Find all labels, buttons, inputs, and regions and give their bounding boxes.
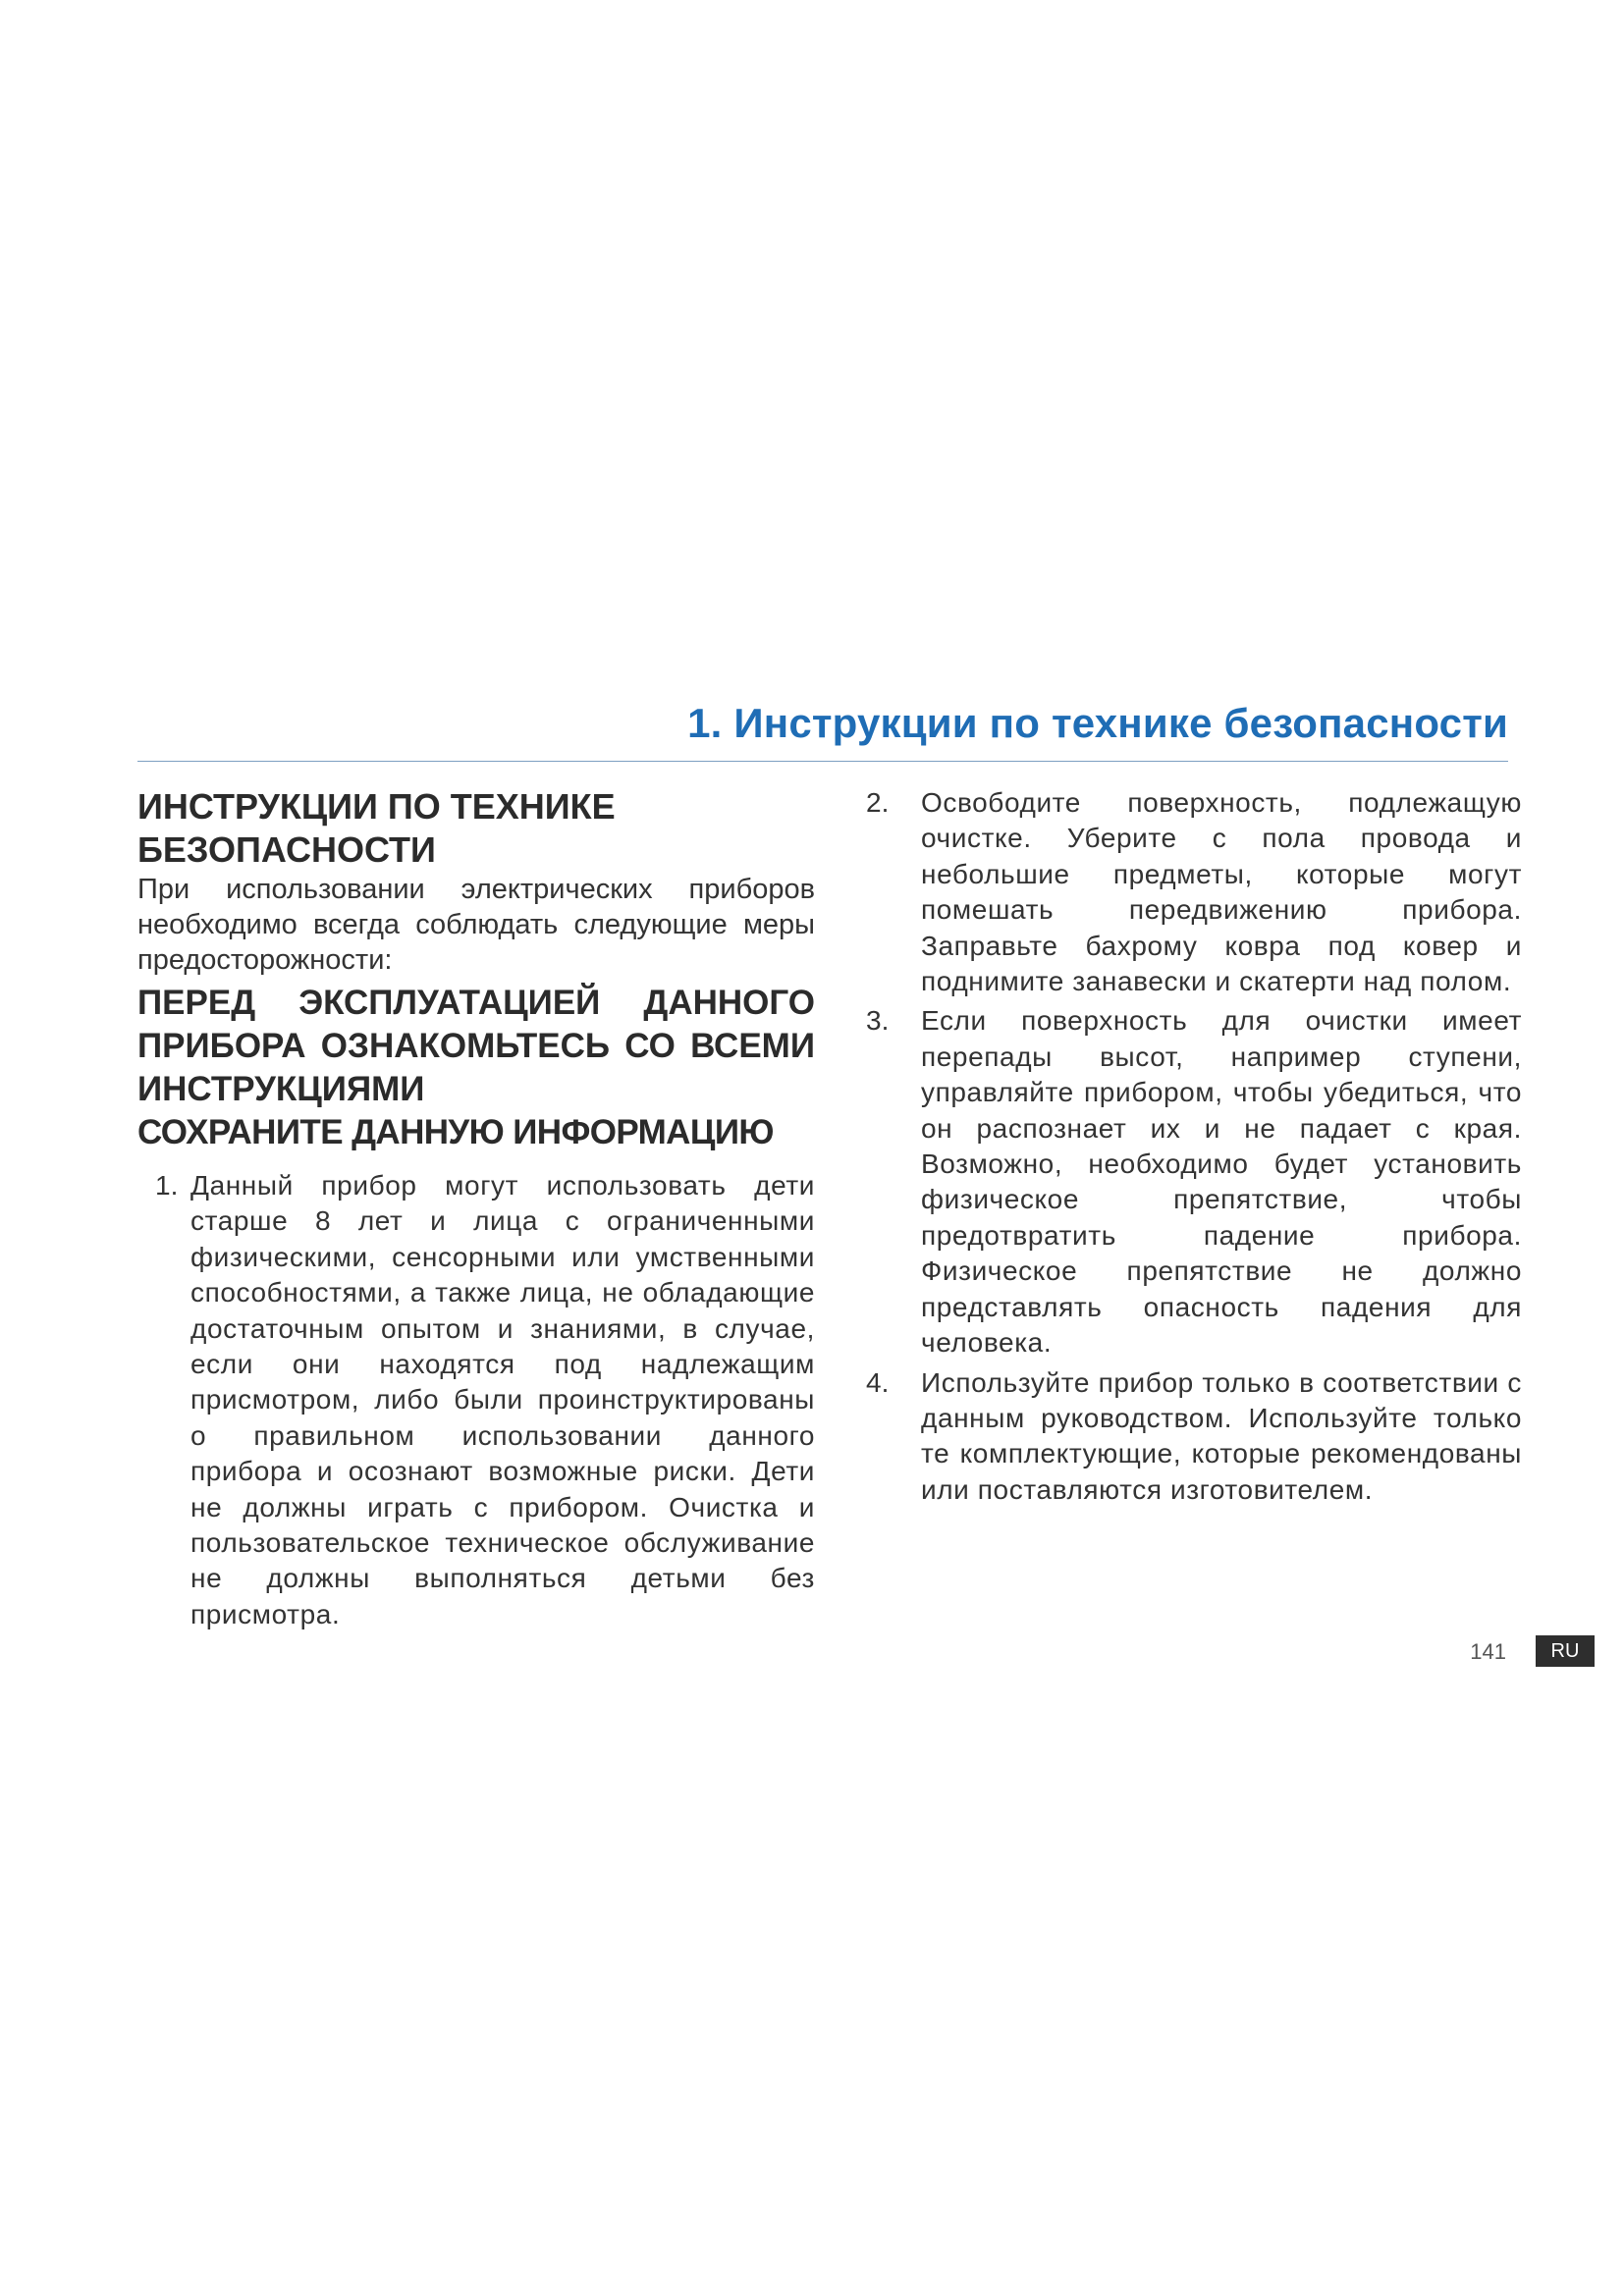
item-number: 4. [866, 1366, 890, 1398]
item-text: Освободите поверхность, подлежащую очистке. Уберите с пола провода и небольшие предметы, которые могут помешать передвижению прибора. Заправьте бахрому ковра под ковер и поднимите занавески и скатерти над полом. [921, 787, 1522, 997]
instruction-item-4 [866, 1365, 1522, 1509]
left-column [137, 785, 815, 1636]
page-footer [0, 1635, 1624, 1675]
language-badge: RU [1536, 1635, 1595, 1667]
item-text: Данный прибор могут использовать дети старше 8 лет и лица с ограниченными физическими, сенсорными или умственными способностями, а также лица, не обладающие достаточным опытом и знаниями, в случае, если они находятся под надлежащим присмотром, либо были проинструктированы о правильном использовании данного прибора и осознают возможные риски. Дети не должны играть с прибором. Очистка и пользовательское техническое обслуживание не должны выполняться детьми без присмотра. [190, 1170, 815, 1629]
page-header [137, 692, 1508, 762]
intro-paragraph: При использовании электрических приборов необходимо всегда соблюдать следующие меры предосторожности: [137, 874, 815, 976]
instruction-item-3 [866, 1003, 1522, 1361]
item-number: 2. [866, 787, 890, 818]
instruction-item-2 [866, 785, 1522, 999]
item-number: 1. [155, 1170, 179, 1201]
instruction-item-1 [157, 1168, 815, 1632]
item-text: Если поверхность для очистки имеет перепады высот, например ступени, управляйте прибором, чтобы убедиться, что он распознает их и не падает с края. Возможно, необходимо будет установить физическое препятствие, чтобы предотвратить падение прибора. Физическое препятствие не должно представлять опасность падения для человека. [921, 1005, 1522, 1359]
instruction-list-left [137, 1168, 815, 1632]
warning-read-instructions: ПЕРЕД ЭКСПЛУАТАЦИЕЙ ДАННОГО ПРИБОРА ОЗНАКОМЬТЕСЬ СО ВСЕМИ ИНСТРУКЦИЯМИ [137, 984, 815, 1108]
safety-heading: ИНСТРУКЦИИ ПО ТЕХНИКЕ БЕЗОПАСНОСТИ [137, 786, 616, 870]
right-column [866, 785, 1522, 1512]
item-number: 3. [866, 1005, 890, 1037]
page-number: 141 [1470, 1639, 1506, 1664]
item-text: Используйте прибор только в соответствии с данным руководством. Используйте только те комплектующие, которые рекомендованы или поставляются изготовителем. [921, 1366, 1522, 1505]
section-title: 1. Инструкции по технике безопасности [687, 700, 1508, 746]
save-info-heading: СОХРАНИТЕ ДАННУЮ ИНФОРМАЦИЮ [137, 1113, 774, 1151]
instruction-list-right [866, 785, 1522, 1508]
